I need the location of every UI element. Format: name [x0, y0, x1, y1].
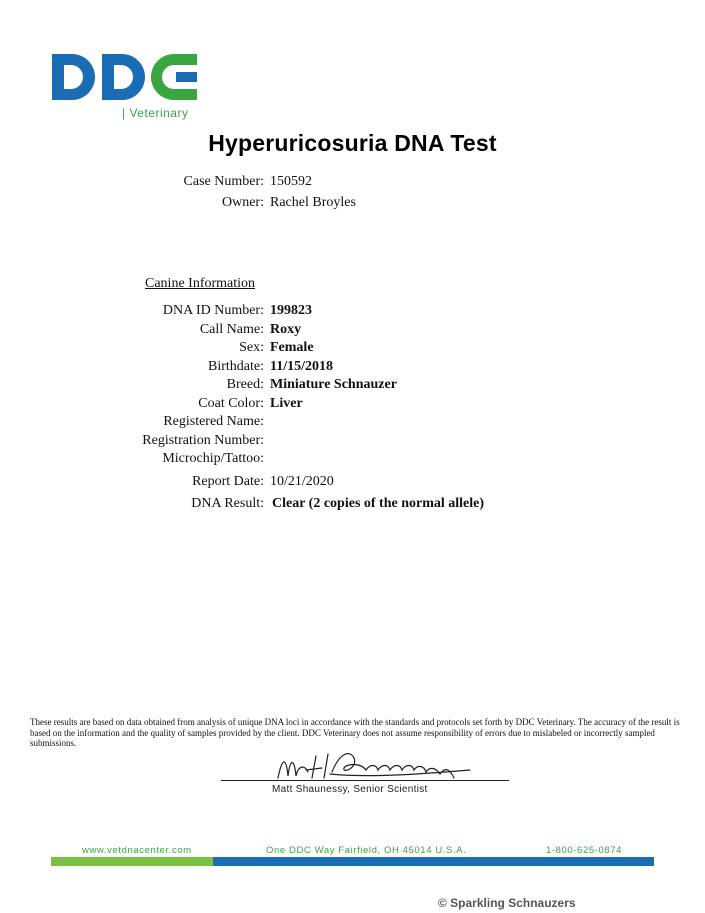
signature-image [270, 748, 485, 788]
field-value: 199823 [270, 303, 312, 318]
report-date-value: 10/21/2020 [270, 474, 334, 489]
field-value: Miniature Schnauzer [270, 377, 397, 392]
footer-address: One DDC Way Fairfield, OH 45014 U.S.A. [266, 845, 467, 856]
signature-name: Matt Shaunessy, Senior Scientist [272, 784, 428, 795]
field-value: 11/15/2018 [270, 358, 334, 374]
field-value: Liver [270, 395, 303, 411]
field-label: Breed: [226, 377, 264, 392]
footer-bar-blue [213, 857, 654, 866]
field-label: Birthdate: [208, 358, 264, 374]
footer-website: www.vetdnacenter.com [82, 845, 192, 856]
logo-subtitle: | Veterinary [122, 106, 189, 120]
field-label: Call Name: [199, 321, 264, 337]
owner-label: Owner: [222, 195, 264, 210]
field-label: DNA ID Number: [162, 303, 264, 318]
canine-info-heading: Canine Information [145, 276, 256, 291]
field-value: Female [270, 340, 314, 355]
owner-value: Rachel Broyles [270, 195, 356, 210]
footer-phone: 1-800-625-0874 [546, 845, 623, 856]
field-label: Sex: [239, 340, 264, 355]
report-date-label: Report Date: [192, 474, 264, 489]
dna-result-label: DNA Result: [191, 496, 264, 511]
dna-result-value: Clear (2 copies of the normal allele) [272, 496, 485, 511]
field-value: Roxy [270, 321, 302, 337]
disclaimer-text: These results are based on data obtained from analysis of unique DNA loci in accordance with the standards and protocols set forth by DDC Veterinary. The accuracy of the result is based on the information and the quality of samples provided by the client. DDC Veterinary does not assume responsibility of errors due to mislabeled or incorrectly sampled submissions. [30, 717, 680, 748]
case-number-label: Case Number: [183, 174, 264, 189]
case-number-value: 150592 [270, 174, 312, 189]
footer-bar-green [51, 857, 213, 866]
field-label: Registered Name: [163, 414, 264, 429]
field-label: Coat Color: [198, 395, 264, 411]
page-title: Hyperuricosuria DNA Test [208, 130, 497, 156]
copyright-watermark: © Sparkling Schnauzers [438, 896, 576, 910]
signature-line [221, 780, 509, 781]
field-label: Registration Number: [142, 432, 264, 448]
field-label: Microchip/Tattoo: [162, 451, 264, 466]
